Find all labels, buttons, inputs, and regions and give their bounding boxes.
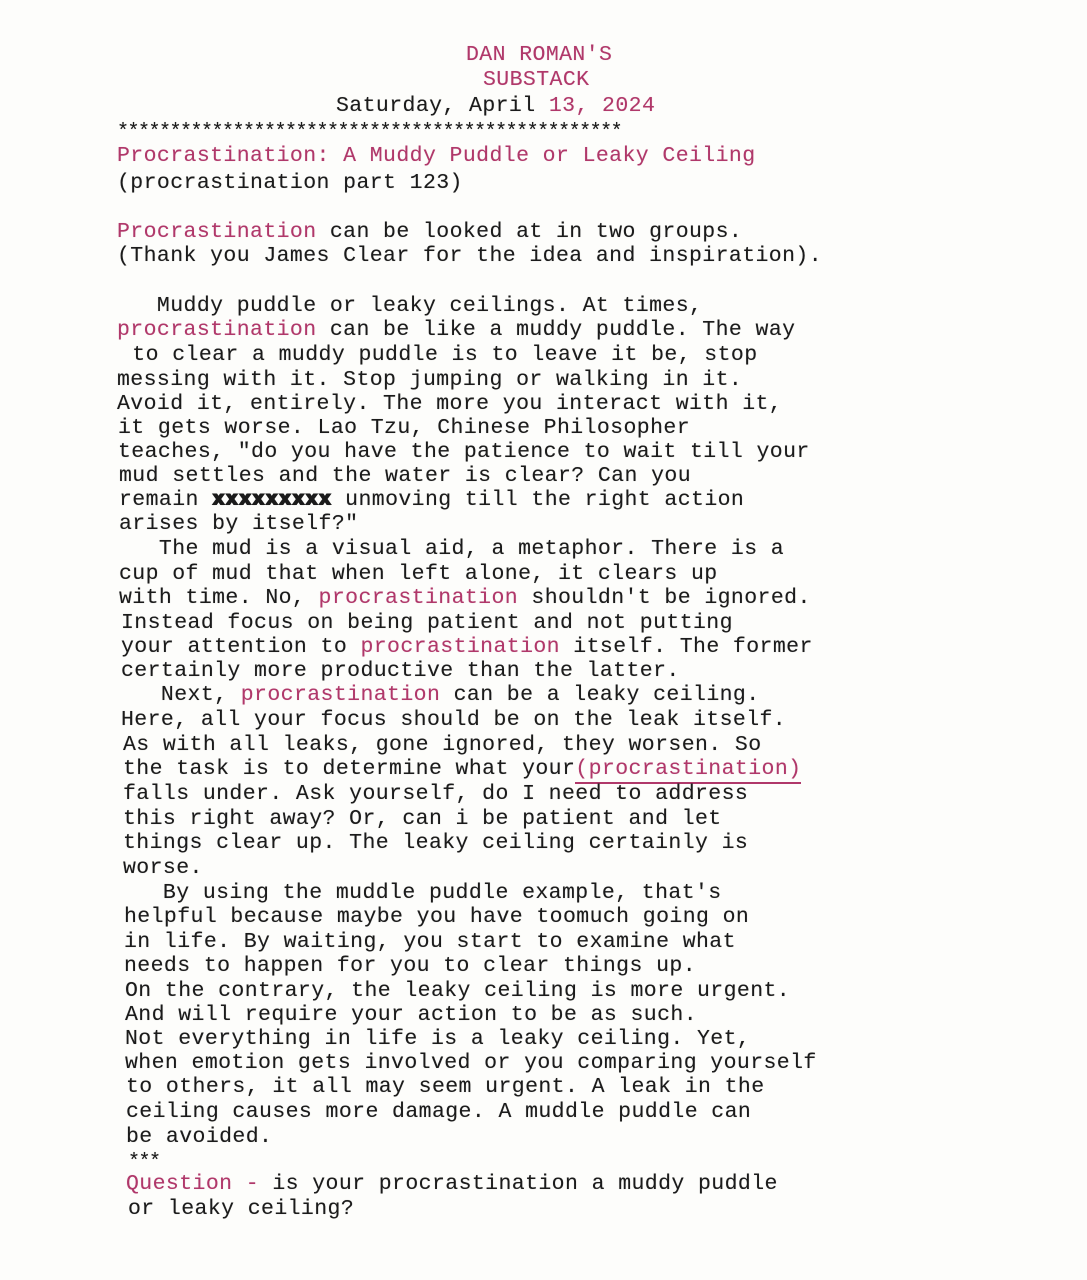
- p1-line10: arises by itself?": [119, 512, 359, 536]
- p1-line9-post: unmoving till the right action: [331, 488, 745, 512]
- stars-divider: ************************************************: [117, 121, 622, 144]
- p4-line11: be avoided.: [126, 1125, 273, 1149]
- date-suffix: 13, 2024: [548, 94, 656, 118]
- p4-line7: Not everything in life is a leaky ceiling. Yet,: [125, 1027, 751, 1051]
- p1-line2: [117, 318, 795, 342]
- closing-stars: ***: [128, 1151, 160, 1174]
- question-line2: or leaky ceiling?: [128, 1197, 355, 1221]
- p4-line2: helpful because maybe you have toomuch going on: [124, 905, 750, 929]
- p3-line1-pre: Next,: [121, 683, 241, 707]
- p1-line7: teaches, "do you have the patience to wait till your: [118, 440, 810, 464]
- subtitle: (procrastination part 123): [117, 171, 463, 195]
- p2-line4: Instead focus on being patient and not putting: [121, 611, 733, 635]
- p1-line6: it gets worse. Lao Tzu, Chinese Philosopher: [118, 416, 690, 440]
- p1-line8: mud settles and the water is clear? Can you: [119, 464, 691, 488]
- p3-line7: things clear up. The leaky ceiling certainly is: [123, 831, 749, 855]
- p2-line1: The mud is a visual aid, a metaphor. There is a: [119, 537, 785, 561]
- publication-name-line1: DAN ROMAN'S: [466, 43, 613, 67]
- p3-line8: worse.: [123, 856, 203, 880]
- p1-line1: Muddy puddle or leaky ceilings. At times,: [117, 294, 703, 318]
- p2-line5-post: itself. The former: [560, 635, 813, 659]
- p2-line5-pre: your attention to: [121, 635, 361, 659]
- date-prefix: Saturday, April: [336, 94, 549, 118]
- p2-line3-post: shouldn't be ignored.: [518, 586, 811, 610]
- p4-line8: when emotion gets involved or you comparing yourself: [125, 1051, 817, 1075]
- p2-red-word-1: procrastination: [318, 586, 519, 610]
- p3-line1-post: can be a leaky ceiling.: [440, 683, 760, 707]
- p1-line9: [119, 488, 744, 512]
- p2-line5: [121, 635, 813, 659]
- question-label: Question -: [126, 1172, 260, 1196]
- p4-line6: And will require your action to be as such.: [125, 1003, 697, 1027]
- p1-line5: Avoid it, entirely. The more you interact with it,: [117, 392, 783, 416]
- intro-line1: [117, 220, 742, 244]
- p2-line3-pre: with time. No,: [119, 586, 319, 610]
- intro-red-word: Procrastination: [117, 220, 317, 244]
- question-rest: is your procrastination a muddy puddle: [259, 1172, 778, 1196]
- p4-line4: needs to happen for you to clear things up.: [124, 954, 696, 978]
- p4-line9: to others, it all may seem urgent. A leak in the: [126, 1075, 765, 1099]
- p1-line9-pre: remain: [119, 488, 213, 512]
- p3-line4: [123, 757, 801, 781]
- p3-line4-pre: the task is to determine what your: [123, 757, 576, 781]
- headline: Procrastination: A Muddy Puddle or Leaky Ceiling: [117, 144, 756, 168]
- underlined-procrastination: (procrastination): [575, 757, 801, 784]
- p3-line1: [121, 683, 760, 707]
- p1-line4: messing with it. Stop jumping or walking in it.: [117, 368, 743, 392]
- p1-red-word: procrastination: [117, 318, 317, 342]
- p4-line3: in life. By waiting, you start to examine what: [124, 930, 736, 954]
- publication-name-line2: SUBSTACK: [483, 68, 590, 92]
- intro-line2: (Thank you James Clear for the idea and inspiration).: [117, 244, 823, 268]
- p2-line2: cup of mud that when left alone, it clears up: [119, 562, 718, 586]
- p3-line5: falls under. Ask yourself, do I need to address: [123, 782, 749, 806]
- p3-line3: As with all leaks, gone ignored, they worsen. So: [123, 733, 762, 757]
- p3-red-word: procrastination: [240, 683, 441, 707]
- p2-line6: certainly more productive than the latter.: [121, 659, 680, 683]
- p4-line5: On the contrary, the leaky ceiling is more urgent.: [125, 979, 791, 1003]
- p3-line2: Here, all your focus should be on the leak itself.: [121, 708, 787, 732]
- p2-line3: [119, 586, 811, 610]
- p1-line2-rest: can be like a muddy puddle. The way: [316, 318, 796, 342]
- intro-line1-rest: can be looked at in two groups.: [316, 220, 743, 244]
- p4-line1: By using the muddle puddle example, that's: [123, 881, 722, 905]
- p3-line6: this right away? Or, can i be patient and let: [123, 807, 722, 831]
- date-line: [336, 94, 655, 118]
- question-line1: [126, 1172, 778, 1196]
- p1-line3: to clear a muddy puddle is to leave it be, stop: [119, 343, 758, 367]
- struck-out-word: xxxxxxxxx: [212, 488, 332, 512]
- p4-line10: ceiling causes more damage. A muddle puddle can: [126, 1100, 752, 1124]
- p2-red-word-2: procrastination: [360, 635, 560, 659]
